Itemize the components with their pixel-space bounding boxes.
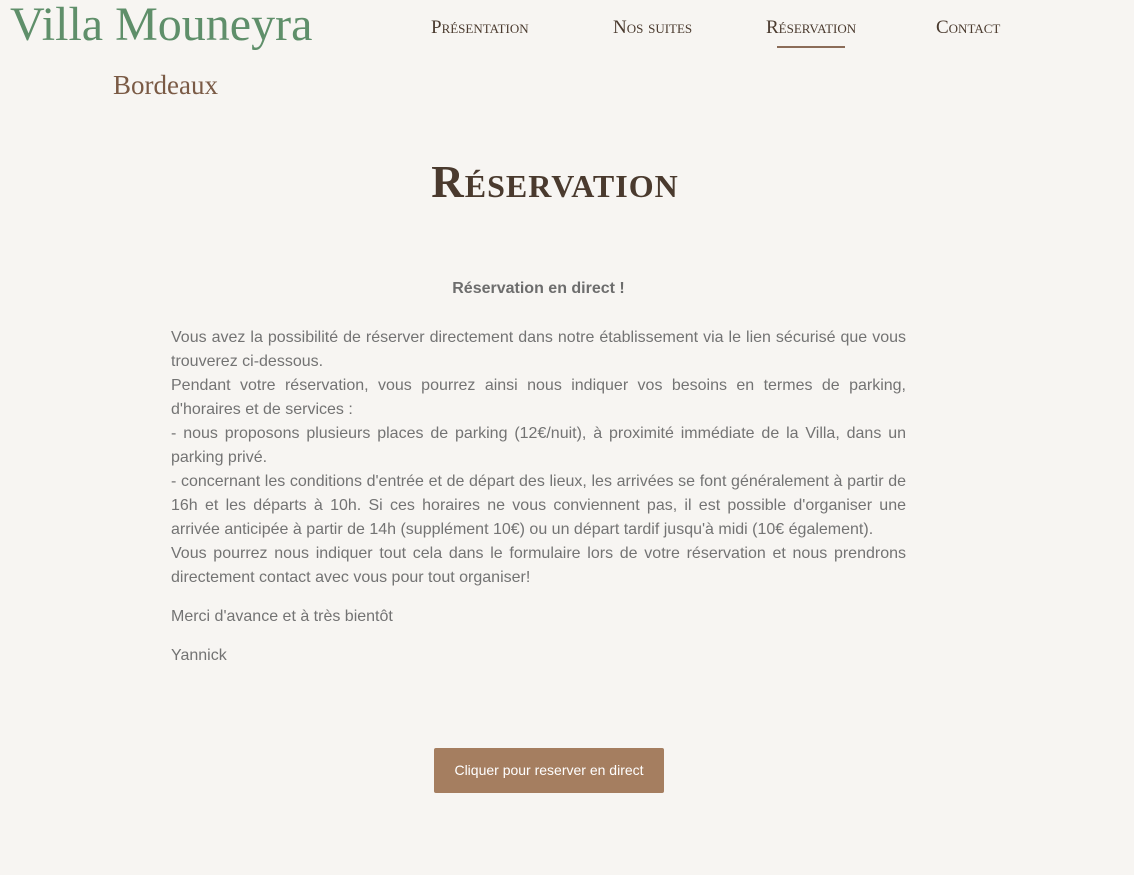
page-title: Réservation [431, 157, 679, 207]
nav-item-nos-suites[interactable]: Nos suites [613, 17, 693, 38]
reservation-paragraph: Vous avez la possibilité de réserver directement dans notre établissement via le lien sécurisé que vous trouverez ci-dessous. [171, 329, 906, 370]
main-navigation [0, 12, 1134, 52]
nav-item-contact[interactable]: Contact [936, 17, 1001, 38]
closing-text: Merci d'avance et à très bientôt [171, 608, 393, 625]
signature-text: Yannick [171, 647, 227, 664]
reservation-paragraph: - nous proposons plusieurs places de parking (12€/nuit), à proximité immédiate de la Villa, dans un parking privé. [171, 425, 906, 466]
reservation-lead: Réservation en direct ! [452, 280, 625, 297]
reservation-content [171, 279, 906, 668]
site-logo-title[interactable]: Villa Mouneyra [10, 0, 313, 51]
book-direct-button[interactable]: Cliquer pour reserver en direct [434, 748, 664, 793]
site-logo-subtitle: Bordeaux [113, 70, 218, 100]
nav-item-presentation[interactable]: Présentation [431, 17, 529, 38]
reservation-paragraph: Pendant votre réservation, vous pourrez ainsi nous indiquer vos besoins en termes de parking, d'horaires et de services : [171, 377, 906, 418]
nav-item-reservation[interactable]: Réservation [766, 12, 856, 44]
reservation-paragraph: Vous pourrez nous indiquer tout cela dans le formulaire lors de votre réservation et nous prendrons directement contact avec vous pour tout organiser! [171, 545, 906, 586]
reservation-paragraph: - concernant les conditions d'entrée et de départ des lieux, les arrivées se font généralement à partir de 16h et les départs à 10h. Si ces horaires ne vous conviennent pas, il est possible d'organiser une arrivée anticipée à partir de 14h (supplément 10€) ou un départ tardif jusqu'à midi (10€ également). [171, 473, 906, 538]
